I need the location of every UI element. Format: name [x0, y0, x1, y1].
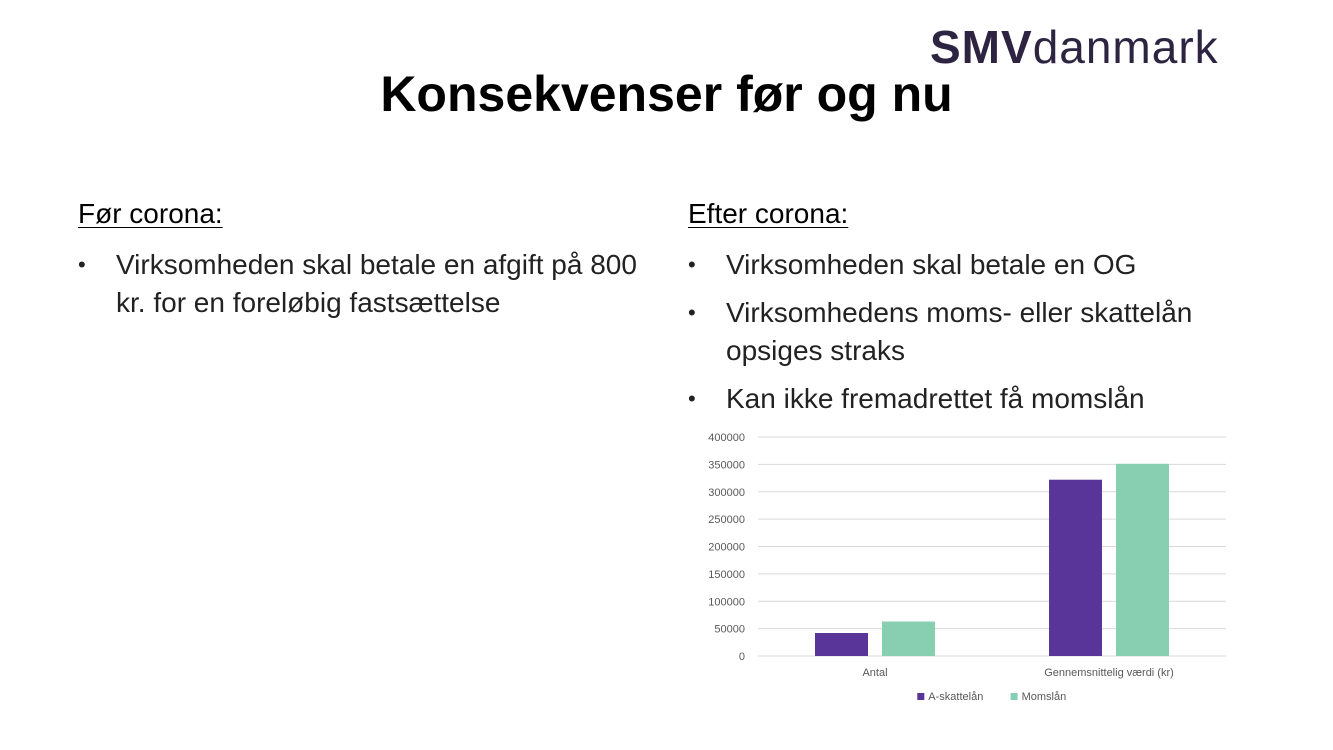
y-tick-label: 300000 — [708, 486, 745, 499]
y-tick-label: 350000 — [708, 459, 745, 472]
bullet-dot: • — [78, 252, 86, 277]
y-tick-label: 0 — [738, 651, 745, 663]
bar-momsl-n-1 — [882, 622, 935, 656]
bar-chart — [690, 425, 1250, 725]
logo-strong-text: SMV — [930, 21, 1033, 73]
x-tick-label: Antal — [862, 667, 888, 679]
left-bullet-1 — [78, 246, 638, 322]
right-bullet-3 — [688, 380, 1248, 418]
bar-a-skattel-n-1 — [815, 633, 868, 656]
legend-swatch — [1011, 693, 1018, 700]
x-tick-label: Gennemsnittelig værdi (kr) — [1044, 667, 1174, 679]
y-tick-label: 200000 — [708, 541, 745, 554]
bullet-text: Virksomhedens moms- eller skattelån opsiges straks — [726, 297, 1193, 366]
y-tick-label: 400000 — [708, 432, 745, 444]
logo-light-text: danmark — [1032, 21, 1219, 73]
y-tick-label: 250000 — [708, 514, 745, 527]
bar-a-skattel-n-2 — [1049, 480, 1102, 656]
right-column-heading: Efter corona: — [688, 198, 849, 229]
y-tick-label: 100000 — [708, 596, 745, 609]
y-tick-label: 50000 — [714, 623, 745, 636]
slide-title: Konsekvenser før og nu — [380, 66, 953, 122]
bar-momsl-n-2 — [1116, 464, 1169, 656]
left-bullet-list — [78, 246, 638, 332]
bullet-text: Kan ikke fremadrettet få momslån — [726, 383, 1145, 414]
legend-swatch — [917, 693, 924, 700]
bullet-text: Virksomheden skal betale en afgift på 800 kr. for en foreløbig fastsættelse — [116, 249, 637, 318]
left-column-heading: Før corona: — [78, 198, 223, 229]
right-bullet-list — [688, 246, 1248, 428]
legend-label: Momslån — [1021, 691, 1067, 703]
right-bullet-2 — [688, 294, 1248, 370]
bullet-dot: • — [688, 252, 696, 277]
bullet-dot: • — [688, 300, 696, 325]
bullet-dot: • — [688, 386, 696, 411]
right-bullet-1 — [688, 246, 1248, 284]
bullet-text: Virksomheden skal betale en OG — [726, 249, 1137, 280]
legend-label: A-skattelån — [928, 691, 984, 703]
y-tick-label: 150000 — [708, 568, 745, 581]
